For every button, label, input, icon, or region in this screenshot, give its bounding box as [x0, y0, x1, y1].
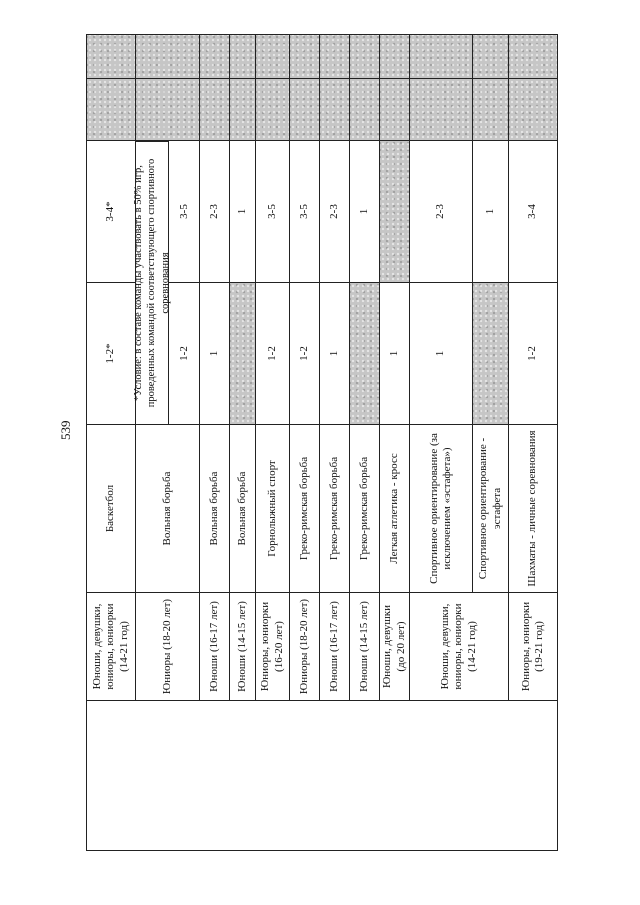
- place-cell-2: 2-3: [320, 141, 350, 283]
- place-cell-2: 3-4*: [87, 141, 136, 283]
- age-cell: Юниоры (18-20 лет): [136, 593, 200, 701]
- shaded-cell: [136, 79, 200, 141]
- age-cell: Юноши, девушки, юниоры, юниорки (14-21 год): [410, 593, 509, 701]
- shaded-cell: [473, 35, 509, 79]
- shaded-cell: [350, 79, 380, 141]
- place-cell-1: 1-2*: [87, 283, 136, 425]
- age-cell: Юноши (14-15 лет): [350, 593, 380, 701]
- place-cell-2: 3-4: [509, 141, 558, 283]
- shaded-cell: [200, 79, 230, 141]
- shaded-cell: [350, 35, 380, 79]
- place-cell-2: 3-5: [136, 141, 200, 283]
- rotated-table-container: [86, 35, 574, 851]
- age-cell: Юноши (16-17 лет): [320, 593, 350, 701]
- discipline-cell: Спортивное ориентирование - эстафета: [473, 425, 509, 593]
- place-cell-1: 1-2: [256, 283, 290, 425]
- place-cell-1: [230, 283, 256, 425]
- place-cell-2: [380, 141, 410, 283]
- discipline-cell: Вольная борьба: [136, 425, 200, 593]
- place-cell-1: 1: [320, 283, 350, 425]
- place-cell-1: 1-2: [136, 283, 200, 425]
- place-cell-1: 1: [410, 283, 473, 425]
- place-cell-2: 3-5: [256, 141, 290, 283]
- shaded-cell: [200, 35, 230, 79]
- place-cell-1: 1: [200, 283, 230, 425]
- shaded-cell: [380, 35, 410, 79]
- place-cell-2: 2-3: [410, 141, 473, 283]
- discipline-cell: Греко-римская борьба: [290, 425, 320, 593]
- place-cell-2: 1: [230, 141, 256, 283]
- shaded-cell: [473, 79, 509, 141]
- shaded-cell: [410, 79, 473, 141]
- discipline-cell: Вольная борьба: [230, 425, 256, 593]
- blank-left-column: [87, 701, 558, 851]
- table-row: [87, 35, 136, 851]
- shaded-cell: [380, 79, 410, 141]
- place-cell-1: [473, 283, 509, 425]
- shaded-cell: [136, 35, 200, 79]
- shaded-cell: [509, 79, 558, 141]
- place-cell-2: 1: [350, 141, 380, 283]
- age-cell: Юниоры (18-20 лет): [290, 593, 320, 701]
- place-cell-2: 3-5: [290, 141, 320, 283]
- shaded-cell: [410, 35, 473, 79]
- age-cell: Юноши (14-15 лет): [230, 593, 256, 701]
- place-cell-1: 1-2: [509, 283, 558, 425]
- shaded-cell: [256, 79, 290, 141]
- discipline-cell: Шахматы - личные соревнования: [509, 425, 558, 593]
- place-cell-2: 2-3: [200, 141, 230, 283]
- shaded-cell: [320, 79, 350, 141]
- place-cell-2: 1: [473, 141, 509, 283]
- age-cell: Юноши (16-17 лет): [200, 593, 230, 701]
- shaded-cell: [230, 79, 256, 141]
- discipline-cell: Горнолыжный спорт: [256, 425, 290, 593]
- note-text: *Условие: в составе команды участвовать в 50% игр, проведенных командой соответствующего спортивного соревнования: [135, 141, 169, 425]
- discipline-cell: Греко-римская борьба: [350, 425, 380, 593]
- age-cell: Юниоры, юниорки (16-20 лет): [256, 593, 290, 701]
- shaded-cell: [256, 35, 290, 79]
- shaded-cell: [290, 79, 320, 141]
- shaded-cell: [290, 35, 320, 79]
- place-cell-1: 1-2: [290, 283, 320, 425]
- shaded-cell: [320, 35, 350, 79]
- age-cell: Юноши, девушки, юниоры, юниорки (14-21 год): [87, 593, 136, 701]
- shaded-cell: [87, 79, 136, 141]
- shaded-cell: [230, 35, 256, 79]
- discipline-cell: Спортивное ориентирование (за исключением «эстафета»): [410, 425, 473, 593]
- discipline-cell: Легкая атлетика - кросс: [380, 425, 410, 593]
- discipline-cell: Баскетбол: [87, 425, 136, 593]
- place-cell-1: [350, 283, 380, 425]
- age-cell: Юноши, девушки (до 20 лет): [380, 593, 410, 701]
- age-cell: Юниоры, юниорки (19-21 год): [509, 593, 558, 701]
- discipline-cell: Греко-римская борьба: [320, 425, 350, 593]
- shaded-cell: [87, 35, 136, 79]
- place-cell-1: 1: [380, 283, 410, 425]
- page-number: 539: [58, 420, 73, 440]
- shaded-cell: [509, 35, 558, 79]
- discipline-cell: Вольная борьба: [200, 425, 230, 593]
